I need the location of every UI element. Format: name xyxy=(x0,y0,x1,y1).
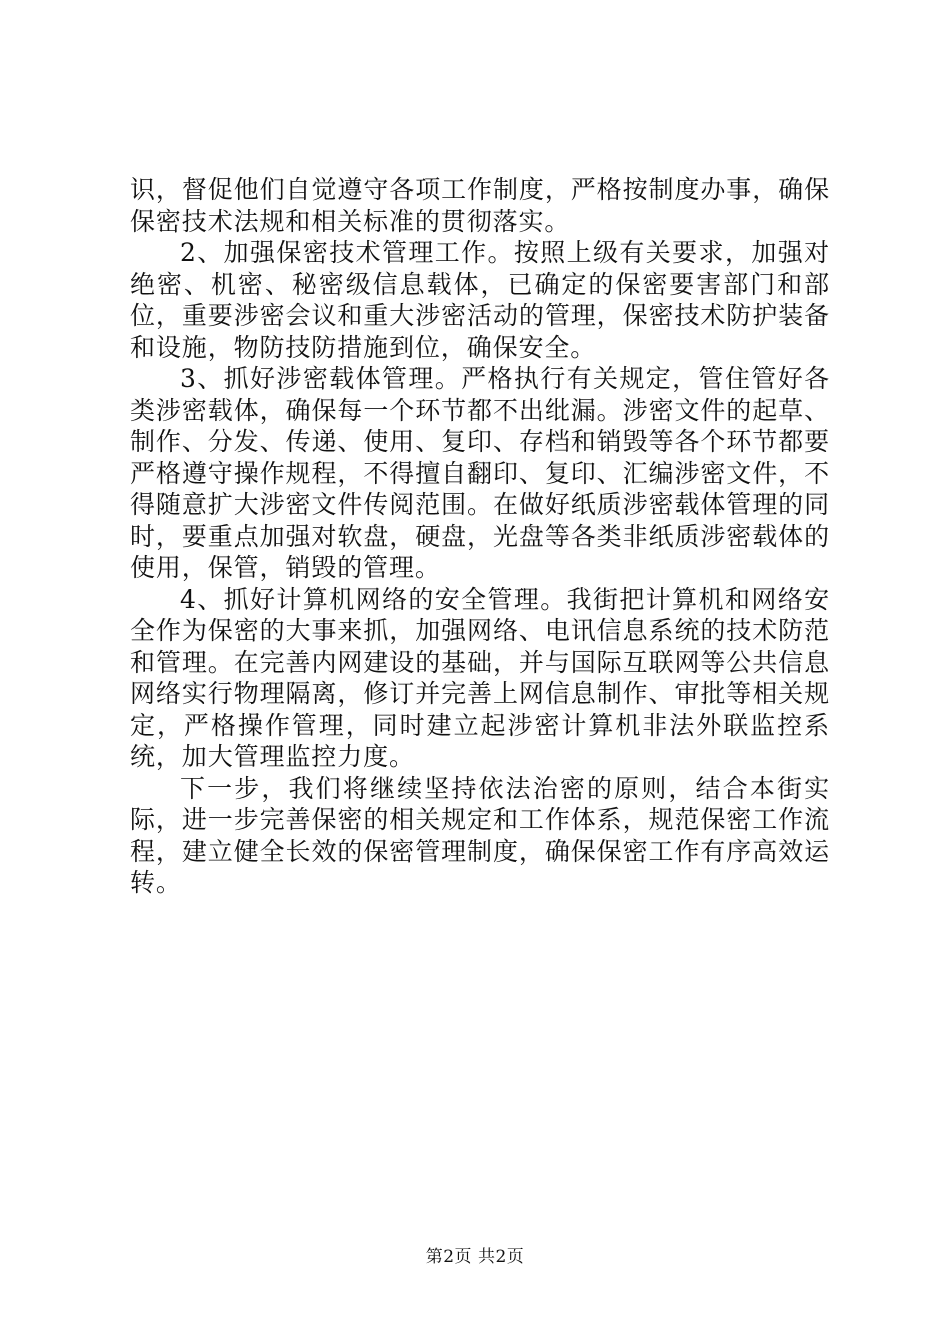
paragraph-item-2: 2、加强保密技术管理工作。按照上级有关要求，加强对绝密、机密、秘密级信息载体，已确定的保密要害部门和部位，重要涉密会议和重大涉密活动的管理，保密技术防护装备和设施，物防技防措施到位，确保安全。 xyxy=(130,238,830,362)
paragraph-item-3: 3、抓好涉密载体管理。严格执行有关规定，管住管好各类涉密载体，确保每一个环节都不出纰漏。涉密文件的起草、制作、分发、传递、使用、复印、存档和销毁等各个环节都要严格遵守操作规程，不得擅自翻印、复印、汇编涉密文件，不得随意扩大涉密文件传阅范围。在做好纸质涉密载体管理的同时，要重点加强对软盘，硬盘，光盘等各类非纸质涉密载体的使用，保管，销毁的管理。 xyxy=(130,364,830,582)
paragraph-continuation: 识，督促他们自觉遵守各项工作制度，严格按制度办事，确保保密技术法规和相关标准的贯彻落实。 xyxy=(130,175,830,236)
paragraph-item-4: 4、抓好计算机网络的安全管理。我街把计算机和网络安全作为保密的大事来抓，加强网络、电讯信息系统的技术防范和管理。在完善内网建设的基础，并与国际互联网等公共信息网络实行物理隔离，修订并完善上网信息制作、审批等相关规定，严格操作管理，同时建立起涉密计算机非法外联监控系统，加大管理监控力度。 xyxy=(130,584,830,771)
document-body xyxy=(130,174,830,899)
paragraph-next-step: 下一步，我们将继续坚持依法治密的原则，结合本街实际，进一步完善保密的相关规定和工作体系，规范保密工作流程，建立健全长效的保密管理制度，确保保密工作有序高效运转。 xyxy=(130,773,830,897)
page-number-footer: 第2页 共2页 xyxy=(425,1247,525,1267)
